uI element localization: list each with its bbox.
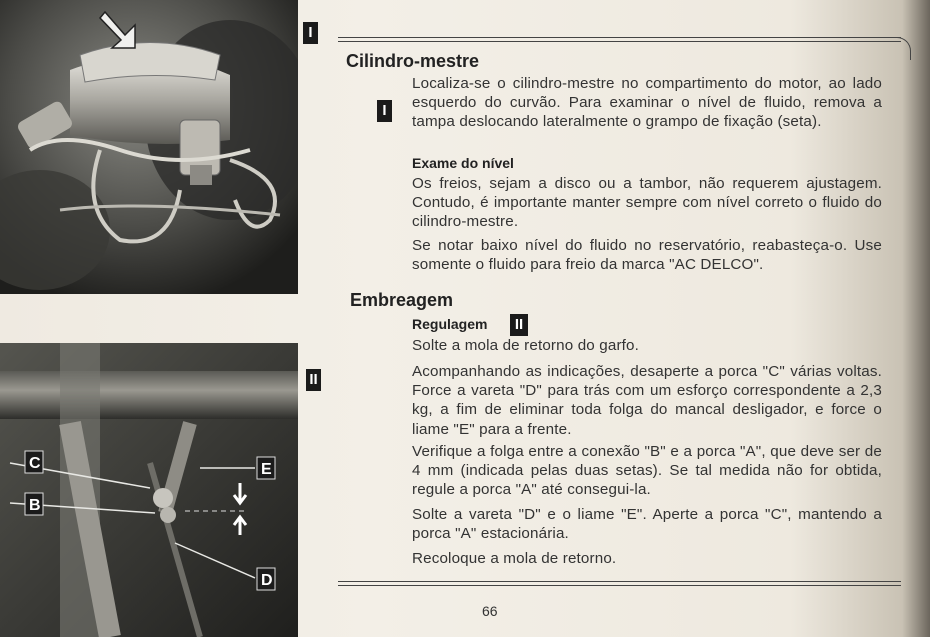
- label-b: B: [29, 497, 41, 514]
- top-rule: [338, 37, 901, 38]
- paragraph: Os freios, sejam a disco ou a tambor, não requerem ajustagem. Contudo, é importante manter sempre com nível correto o fluido do cilindro-mestre.: [412, 175, 882, 231]
- paragraph: Localiza-se o cilindro-mestre no compartimento do motor, ao lado esquerdo do curvão. Para examinar o nível de fluido, remova a tampa deslocando lateralmente o grampo de fixação (seta).: [412, 75, 882, 131]
- section-title-embreagem: Embreagem: [350, 290, 454, 310]
- bottom-rule: [338, 581, 901, 582]
- label-c: C: [29, 455, 41, 472]
- photo-marker-1: I: [303, 22, 318, 44]
- paragraph: Solte a vareta "D" e o liame "E". Aperte a porca "C", mantendo a porca "A" estacionária.: [412, 506, 882, 543]
- paragraph: Acompanhando as indicações, desaperte a porca "C" várias voltas. Force a vareta "D" para trás com um esforço correspondente a 2,3 kg, a fim de eliminar toda folga do mancal desligador, e force o liame "E" para a frente.: [412, 363, 882, 438]
- text-marker-2: II: [510, 314, 528, 336]
- subtitle-exame-do-nivel: Exame do nível: [412, 155, 514, 171]
- bottom-rule-2: [338, 585, 901, 586]
- subtitle-regulagem: Regulagem: [412, 316, 488, 332]
- master-cylinder-photo: [0, 0, 298, 294]
- paragraph: Solte a mola de retorno do garfo.: [412, 337, 639, 354]
- clutch-linkage-photo: [0, 343, 298, 637]
- label-d: D: [261, 572, 273, 589]
- top-rule-corner: [888, 37, 911, 60]
- paragraph: Se notar baixo nível do fluido no reservatório, reabasteça-o. Use somente o fluido para freio da marca "AC DELCO".: [412, 237, 882, 274]
- text-marker-1: I: [377, 100, 392, 122]
- section-title-cilindro-mestre: Cilindro-mestre: [346, 51, 480, 71]
- paragraph: Verifique a folga entre a conexão "B" e a porca "A", que deve ser de 4 mm (indicada pelas duas setas). Se tal medida não for obtida, regule a porca "A" até consegui-la.: [412, 443, 882, 499]
- photo-marker-2: II: [306, 369, 321, 391]
- top-rule-2: [338, 41, 901, 42]
- paragraph: Recoloque a mola de retorno.: [412, 550, 617, 567]
- page-number: 66: [482, 603, 498, 619]
- label-e: E: [261, 461, 272, 478]
